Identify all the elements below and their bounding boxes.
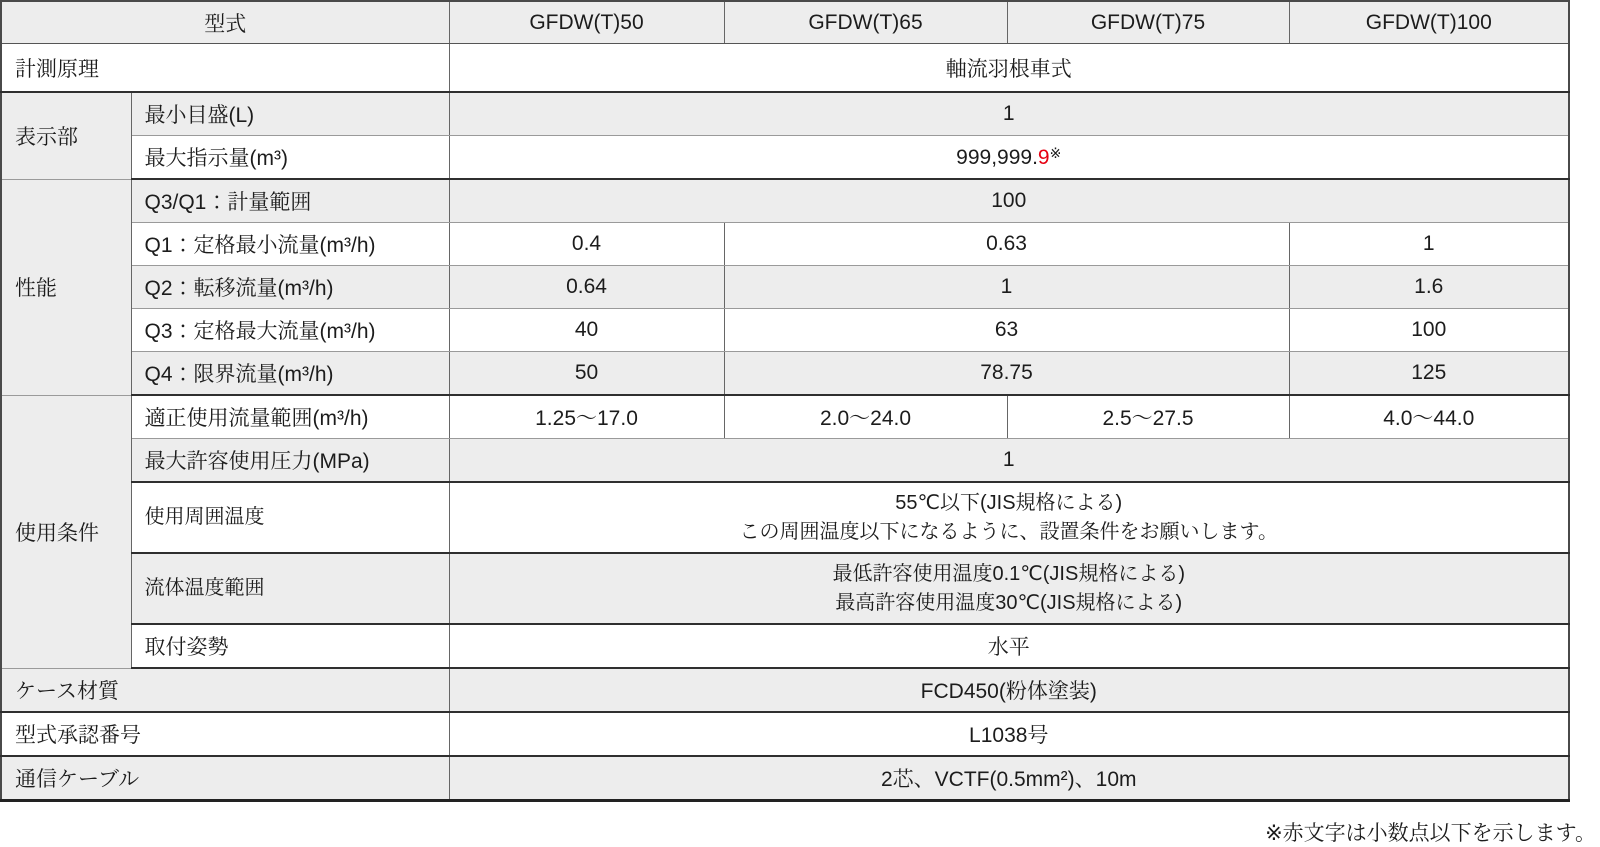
fluid-temp-line2: 最高許容使用温度30℃(JIS規格による) [835, 591, 1183, 614]
max-pressure-label: 最大許容使用圧力(MPa) [131, 439, 449, 483]
ambient-temp-line2: この周囲温度以下になるように、設置条件をお願いします。 [739, 520, 1278, 543]
cable-value: 2芯、VCTF(0.5mm²)、10m [449, 756, 1569, 801]
q3-value-50: 40 [449, 309, 724, 352]
min-scale-label: 最小目盛(L) [131, 92, 449, 136]
red-text-footnote: ※赤文字は小数点以下を示します。 [1265, 822, 1596, 845]
row-min-scale [1, 92, 1569, 136]
q4-value-65-75: 78.75 [724, 352, 1289, 396]
fluid-temp-line1: 最低許容使用温度0.1℃(JIS規格による) [832, 562, 1185, 585]
ambient-temp-value [449, 482, 1569, 553]
q3-label: Q3：定格最大流量(m³/h) [131, 309, 449, 352]
q4-label: Q4：限界流量(m³/h) [131, 352, 449, 396]
group-conditions: 使用条件 [1, 395, 131, 668]
case-material-label: ケース材質 [1, 668, 449, 712]
q3-value-65-75: 63 [724, 309, 1289, 352]
max-reading-label: 最大指示量(m³) [131, 136, 449, 180]
row-max-reading [1, 136, 1569, 180]
orientation-label: 取付姿勢 [131, 624, 449, 668]
row-approval-number [1, 712, 1569, 756]
row-max-pressure [1, 439, 1569, 483]
max-reading-main: 999,999. [956, 145, 1038, 169]
min-scale-value: 1 [449, 92, 1569, 136]
q1-value-65-75: 0.63 [724, 223, 1289, 266]
row-principle [1, 44, 1569, 93]
row-q4 [1, 352, 1569, 396]
q1-value-100: 1 [1289, 223, 1569, 266]
max-reading-ref-mark: ※ [1049, 144, 1062, 161]
q1-value-50: 0.4 [449, 223, 724, 266]
header-model-gfdw65: GFDW(T)65 [724, 1, 1007, 44]
q3-value-100: 100 [1289, 309, 1569, 352]
max-reading-decimal-red: 9 [1037, 145, 1050, 169]
row-q3q1-range [1, 179, 1569, 223]
flow-range-value-100: 4.0〜44.0 [1289, 395, 1569, 439]
principle-label: 計測原理 [1, 44, 449, 93]
flow-range-value-65: 2.0〜24.0 [724, 395, 1007, 439]
q1-label: Q1：定格最小流量(m³/h) [131, 223, 449, 266]
principle-value: 軸流羽根車式 [449, 44, 1569, 93]
max-pressure-value: 1 [449, 439, 1569, 483]
q4-value-100: 125 [1289, 352, 1569, 396]
row-q2 [1, 266, 1569, 309]
row-orientation [1, 624, 1569, 668]
table-header-row [1, 1, 1569, 44]
header-model-gfdw100: GFDW(T)100 [1289, 1, 1569, 44]
row-q3 [1, 309, 1569, 352]
case-material-value: FCD450(粉体塗装) [449, 668, 1569, 712]
q2-label: Q2：転移流量(m³/h) [131, 266, 449, 309]
q3q1-label: Q3/Q1：計量範囲 [131, 179, 449, 223]
row-case-material [1, 668, 1569, 712]
q3q1-value: 100 [449, 179, 1569, 223]
header-model-gfdw50: GFDW(T)50 [449, 1, 724, 44]
row-cable [1, 756, 1569, 801]
row-q1 [1, 223, 1569, 266]
approval-number-value: L1038号 [449, 712, 1569, 756]
row-fluid-temp [1, 553, 1569, 624]
cable-label: 通信ケーブル [1, 756, 449, 801]
group-display: 表示部 [1, 92, 131, 179]
row-flow-range [1, 395, 1569, 439]
q4-value-50: 50 [449, 352, 724, 396]
ambient-temp-label: 使用周囲温度 [131, 482, 449, 553]
flow-range-value-50: 1.25〜17.0 [449, 395, 724, 439]
ambient-temp-line1: 55℃以下(JIS規格による) [895, 491, 1123, 514]
fluid-temp-value [449, 553, 1569, 624]
group-performance: 性能 [1, 179, 131, 395]
q2-value-65-75: 1 [724, 266, 1289, 309]
approval-number-label: 型式承認番号 [1, 712, 449, 756]
header-model-label: 型式 [1, 1, 449, 44]
header-model-gfdw75: GFDW(T)75 [1007, 1, 1289, 44]
q2-value-100: 1.6 [1289, 266, 1569, 309]
row-ambient-temp [1, 482, 1569, 553]
max-reading-value [449, 136, 1569, 180]
fluid-temp-label: 流体温度範囲 [131, 553, 449, 624]
orientation-value: 水平 [449, 624, 1569, 668]
flow-range-value-75: 2.5〜27.5 [1007, 395, 1289, 439]
q2-value-50: 0.64 [449, 266, 724, 309]
flow-range-label: 適正使用流量範囲(m³/h) [131, 395, 449, 439]
